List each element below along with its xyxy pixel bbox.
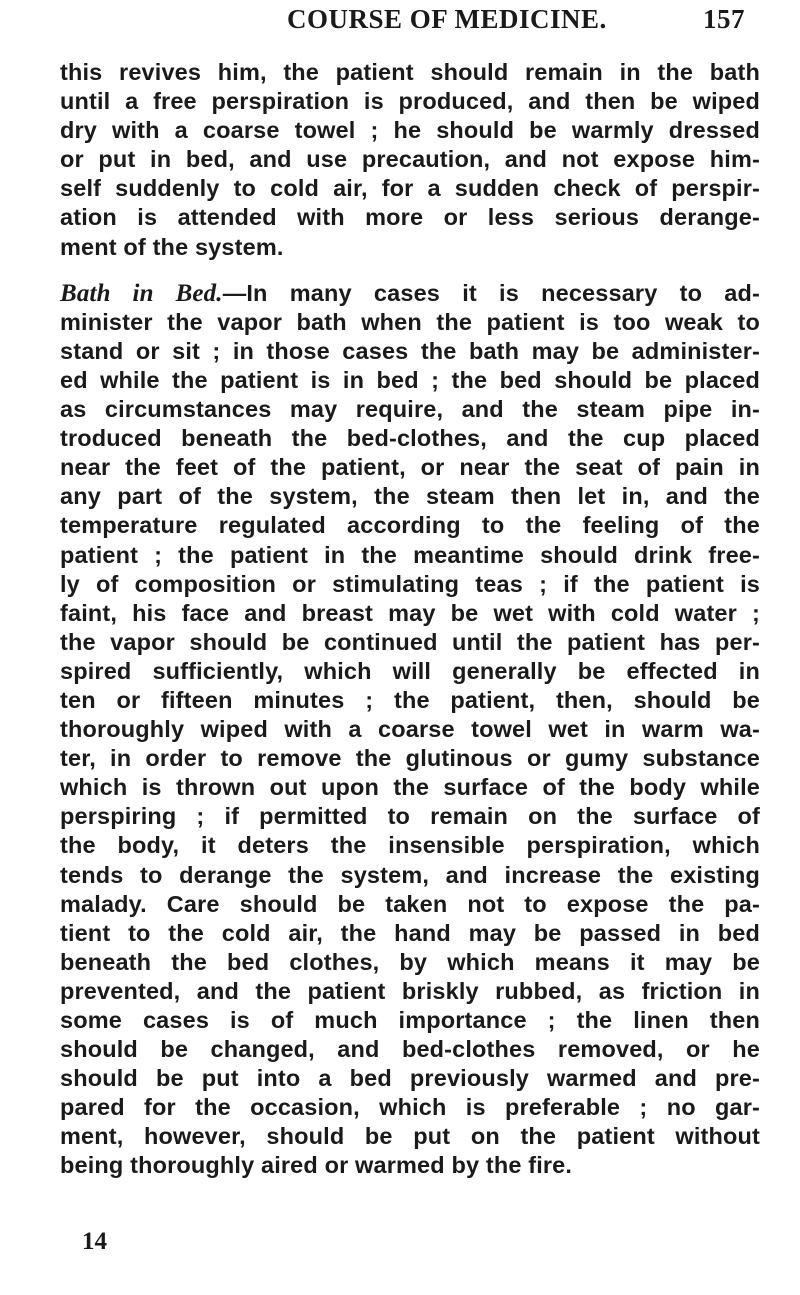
- text-line: ly of composition or stimulating teas ; if the patient is: [60, 570, 760, 597]
- text-line: temperature regulated according to the feeling of the: [60, 512, 760, 539]
- text-line: ation is attended with more or less serious derange-: [60, 204, 760, 231]
- text-line: stand or sit ; in those cases the bath may be administer-: [60, 337, 760, 364]
- text-line: ed while the patient is in bed ; the bed should be placed: [60, 366, 760, 393]
- text-line: being thoroughly aired or warmed by the fire.: [60, 1152, 573, 1179]
- text-line: tient to the cold air, the hand may be passed in bed: [60, 919, 760, 946]
- text-line: as circumstances may require, and the steam pipe in-: [60, 396, 760, 423]
- running-head: [0, 4, 800, 44]
- section-heading: Bath in Bed.: [60, 279, 223, 307]
- text-line: perspiring ; if permitted to remain on the surface of: [60, 803, 760, 830]
- page-number: 157: [703, 4, 745, 34]
- text-line: troduced beneath the bed-clothes, and the cup placed: [60, 425, 760, 452]
- text-line: patient ; the patient in the meantime should drink free-: [60, 541, 760, 568]
- text-line: tends to derange the system, and increase the existing: [60, 861, 760, 888]
- paragraph-gap: [60, 262, 760, 279]
- text-line: faint, his face and breast may be wet with cold water ;: [60, 599, 760, 626]
- text-line: beneath the bed clothes, by which means it may be: [60, 948, 760, 975]
- text-line: the body, it deters the insensible perspiration, which: [60, 832, 760, 859]
- text-line: dry with a coarse towel ; he should be warmly dressed: [60, 117, 760, 144]
- text-line-rest: —In many cases it is necessary to ad-: [222, 279, 761, 306]
- text-line: ter, in order to remove the glutinous or gumy substance: [60, 745, 760, 772]
- text-line: malady. Care should be taken not to expose the pa-: [60, 890, 760, 917]
- text-line: spired sufficiently, which will generally be effected in: [60, 657, 760, 684]
- text-line: pared for the occasion, which is preferable ; no gar-: [60, 1094, 760, 1121]
- running-title: COURSE OF MEDICINE.: [287, 4, 607, 34]
- signature-mark: 14: [82, 1228, 107, 1255]
- text-line: should be put into a bed previously warmed and pre-: [60, 1065, 760, 1092]
- text-line: which is thrown out upon the surface of the body while: [60, 774, 760, 801]
- text-line: until a free perspiration is produced, and then be wiped: [60, 88, 760, 115]
- text-line: prevented, and the patient briskly rubbed, as friction in: [60, 977, 760, 1004]
- text-line: near the feet of the patient, or near the seat of pain in: [60, 454, 760, 481]
- text-line: ment of the system.: [60, 233, 284, 260]
- text-line: ten or fifteen minutes ; the patient, then, should be: [60, 686, 760, 713]
- text-line: thoroughly wiped with a coarse towel wet in warm wa-: [60, 716, 760, 743]
- text-line: minister the vapor bath when the patient is too weak to: [60, 308, 760, 335]
- text-line: any part of the system, the steam then let in, and the: [60, 483, 760, 510]
- text-line: this revives him, the patient should remain in the bath: [60, 59, 760, 85]
- body-text: [60, 58, 760, 1181]
- text-line: or put in bed, and use precaution, and not expose him-: [60, 146, 760, 173]
- text-line: self suddenly to cold air, for a sudden check of perspir-: [60, 175, 760, 202]
- text-line: the vapor should be continued until the patient has per-: [60, 628, 760, 655]
- text-line: ment, however, should be put on the patient without: [60, 1123, 760, 1150]
- text-line: some cases is of much importance ; the linen then: [60, 1007, 760, 1033]
- paragraph-first-line: [60, 279, 760, 308]
- text-line: should be changed, and bed-clothes removed, or he: [60, 1036, 760, 1063]
